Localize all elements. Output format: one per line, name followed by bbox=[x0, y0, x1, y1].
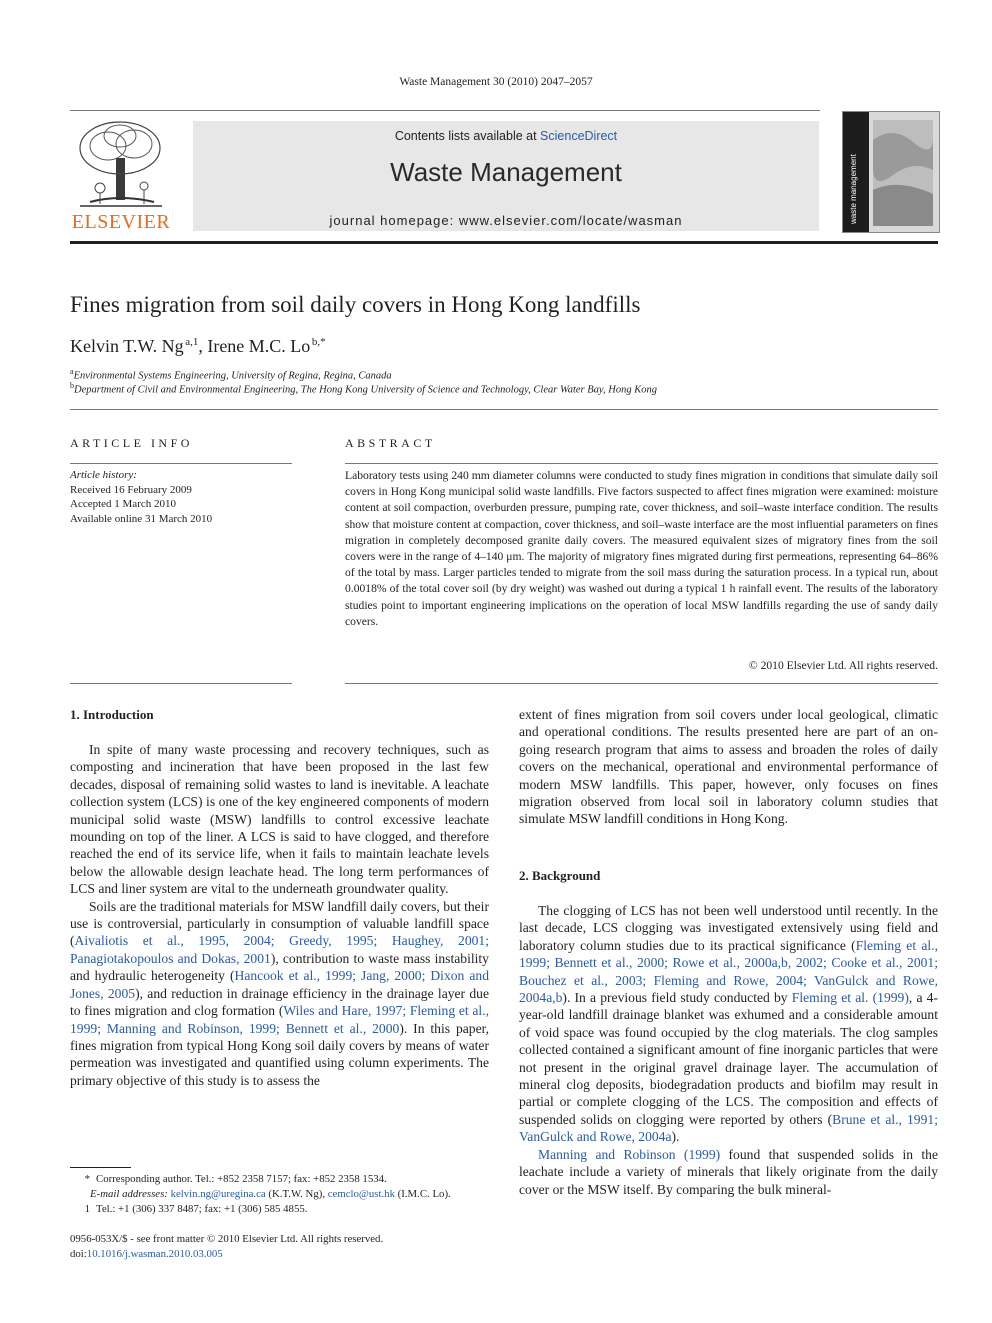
citation-link[interactable]: Brune et al., 1991; VanGulck and Rowe, 2004a bbox=[519, 1111, 938, 1145]
elsevier-tree-icon bbox=[70, 118, 172, 210]
doi-line bbox=[70, 1247, 383, 1262]
elsevier-logo bbox=[70, 118, 172, 234]
text-run: ). In a previous field study conducted by bbox=[562, 990, 792, 1006]
text-run: Soils are the traditional materials for MSW landfill daily covers, but their use is controversial, particularly in consumption of valuable landfill space ( bbox=[70, 898, 489, 949]
author-name[interactable]: Irene M.C. Lo bbox=[207, 336, 311, 356]
author-separator: , bbox=[198, 336, 208, 356]
text-run: ), and reduction in drainage efficiency in the drainage layer due to fines migration and clog formation ( bbox=[70, 985, 489, 1019]
text-run: , a 4-year-old landfill drainage blanket was exhumed and a considerable amount of void space was found occupied by the clog materials. The clog samples collected contained a significant amount of fine inorganic particles that were not present in the original gravel drainage layer. The accumulation of mineral clog deposits, biodegradation products and biofilm may result in partial or complete clogging of the LCS. The composition and effects of suspended solids on clogging were reported by others ( bbox=[519, 990, 938, 1127]
sciencedirect-link[interactable]: ScienceDirect bbox=[540, 129, 618, 143]
abstract-heading: ABSTRACT bbox=[345, 436, 436, 450]
author-superscript: b,* bbox=[311, 336, 326, 348]
article-info-rule bbox=[70, 463, 292, 464]
footnote-text: Corresponding author. Tel.: +852 2358 7157; fax: +852 2358 1534. bbox=[96, 1173, 387, 1185]
doi-link[interactable]: 10.1016/j.wasman.2010.03.005 bbox=[86, 1247, 223, 1260]
author-superscript: a,1 bbox=[185, 336, 199, 348]
author-list bbox=[70, 336, 326, 357]
footnotes bbox=[70, 1172, 451, 1216]
email-link[interactable]: kelvin.ng@uregina.ca bbox=[170, 1187, 266, 1200]
header-rule bbox=[70, 110, 820, 111]
cover-image bbox=[873, 120, 933, 226]
affiliation bbox=[70, 367, 392, 382]
article-history bbox=[70, 468, 212, 526]
abstract-rule bbox=[345, 463, 938, 464]
publication-info bbox=[70, 1232, 383, 1261]
text-run: The clogging of LCS has not been well understood until recently. In the last decade, LCS clogging was investigated extensively using field and laboratory column studies due to its practical significance ( bbox=[519, 903, 938, 953]
journal-reference: Waste Management 30 (2010) 2047–2057 bbox=[399, 76, 593, 88]
journal-cover-thumbnail bbox=[842, 111, 940, 233]
online-date: Available online 31 March 2010 bbox=[70, 512, 213, 525]
accepted-date: Accepted 1 March 2010 bbox=[70, 498, 176, 510]
abstract-bottom-rule bbox=[345, 683, 938, 684]
section-heading-background: 2. Background bbox=[519, 868, 601, 883]
cover-title: waste management bbox=[849, 154, 858, 224]
paragraph bbox=[519, 902, 938, 1146]
history-label: Article history: bbox=[70, 469, 137, 481]
email-link[interactable]: cemclo@ust.hk bbox=[327, 1187, 395, 1200]
journal-masthead bbox=[193, 121, 819, 231]
section-heading-introduction: 1. Introduction bbox=[70, 707, 154, 722]
email-note bbox=[70, 1187, 451, 1202]
introduction-body bbox=[70, 741, 489, 1089]
author-name[interactable]: Kelvin T.W. Ng bbox=[70, 336, 184, 356]
citation-link[interactable]: Fleming et al. (1999) bbox=[791, 990, 909, 1006]
paragraph bbox=[519, 1146, 938, 1198]
footnote-text: Tel.: +1 (306) 337 8487; fax: +1 (306) 585 4855. bbox=[96, 1202, 308, 1215]
affiliation-text: Department of Civil and Environmental Engineering, The Hong Kong University of Science and Technology, Clear Water Bay, Hong Kong bbox=[74, 384, 657, 396]
introduction-continued bbox=[519, 706, 938, 828]
journal-homepage[interactable]: journal homepage: www.elsevier.com/locate/wasman bbox=[329, 213, 683, 228]
email-label: E-mail addresses: bbox=[90, 1187, 168, 1200]
citation-link[interactable]: Aivaliotis et al., 1995, 2004; Greedy, 1995; Haughey, 2001; Panagiotakopoulos and Dokas, 2001 bbox=[70, 933, 489, 966]
citation-link[interactable]: Fleming et al., 1999; Bennett et al., 2000; Rowe et al., 2000a,b, 2002; Cooke et al., 2001; Bouchez et al., 2003; Fleming and Rowe, 2004; VanGulck and Rowe, 2004a,b bbox=[519, 937, 939, 1006]
masthead-rule bbox=[70, 241, 938, 244]
contents-prefix: Contents lists available at bbox=[394, 129, 541, 143]
title-rule bbox=[70, 409, 938, 410]
article-info-heading: ARTICLE INFO bbox=[70, 436, 193, 450]
footnote-1: 1 Tel.: +1 (306) 337 8487; fax: +1 (306) 585 4855. bbox=[84, 1202, 308, 1215]
text-run: ), contribution to waste mass instability and hydraulic heterogeneity ( bbox=[70, 950, 489, 984]
affiliation bbox=[70, 381, 657, 396]
citation-link[interactable]: Hancook et al., 1999; Jang, 2000; Dixon and Jones, 2005 bbox=[70, 968, 489, 1001]
doi-label: doi: bbox=[70, 1247, 87, 1260]
issn-line: 0956-053X/$ - see front matter © 2010 Elsevier Ltd. All rights reserved. bbox=[70, 1233, 384, 1245]
email-owner: (I.M.C. Lo). bbox=[394, 1187, 451, 1200]
article-title: Fines migration from soil daily covers in Hong Kong landfills bbox=[70, 292, 641, 317]
text-run: found that suspended solids in the leachate include a variety of minerals that likely originate from the daily cover or the MSW itself. By comparing the bulk mineral- bbox=[519, 1146, 938, 1197]
affiliation-text: Environmental Systems Engineering, University of Regina, Regina, Canada bbox=[73, 370, 392, 382]
text-run: ). In this paper, fines migration from typical Hong Kong soil daily covers by means of water permeation was investigated and quantified using column experiments. The primary objective of this study is to assess the bbox=[70, 1020, 489, 1088]
abstract-copyright: © 2010 Elsevier Ltd. All rights reserved. bbox=[748, 659, 938, 672]
background-body bbox=[519, 902, 938, 1198]
text-run: ). bbox=[671, 1129, 680, 1145]
footnote-rule bbox=[70, 1167, 131, 1168]
corresponding-author-note: * Corresponding author. Tel.: +852 2358 7157; fax: +852 2358 1534. bbox=[84, 1173, 387, 1185]
journal-title: Waste Management bbox=[390, 157, 622, 187]
elsevier-wordmark: ELSEVIER bbox=[71, 211, 171, 233]
email-owner: (K.T.W. Ng), bbox=[265, 1187, 328, 1200]
received-date: Received 16 February 2009 bbox=[70, 483, 192, 496]
paragraph bbox=[70, 898, 489, 1089]
citation-link[interactable]: Wiles and Hare, 1997; Fleming et al., 1999; Manning and Robinson, 1999; Bennett et al., 2000 bbox=[70, 1003, 489, 1036]
affiliation-marker: a bbox=[70, 367, 74, 376]
paragraph: extent of fines migration from soil covers under local geological, climatic and operational conditions. The results presented here are part of an on-going research program that aims to assess and broaden the roles of daily covers on the mechanical, operational and environmental performance of modern MSW landfills. This paper, however, only focuses on fines migration observed from local soil in laboratory column studies that simulate MSW landfill conditions in Hong Kong. bbox=[519, 707, 938, 827]
contents-line bbox=[193, 129, 819, 143]
paragraph: In spite of many waste processing and recovery techniques, such as composting and incineration that have been proposed in the last few decades, disposal of remaining solid wastes to land is inevitable. A leachate collection system (LCS) is one of the key engineered components of modern municipal solid waste (MSW) landfills to control excessive leachate mounding on top of the liner. A LCS is said to have clogged, and therefore reached the end of its service life, when it fails to maintain leachate levels below the allowable design leachate head. The long term performances of LCS and liner system are vital to the underneath groundwater quality. bbox=[70, 742, 489, 897]
article-info-bottom-rule bbox=[70, 683, 292, 684]
abstract-text: Laboratory tests using 240 mm diameter columns were conducted to study fines migration in conditions that simulate daily soil covers in Hong Kong municipal solid waste landfills. Five factors suspected to affect fines migration were examined: moisture content at soil compaction, overburden pressure, pumping rate, cover thickness, and soil–waste interface condition. The results show that moisture content at compaction, cover thickness, and soil–waste interface are the most influential parameters on fines migration in completely decomposed granite daily covers. The measured equivalent sizes of migratory fines from the soil covers were in the range of 4–140 μm. The majority of migratory fines migrated during first permeations, representing 64–86% of the total by mass. Larger particles tended to migrate from the soil mass during the saturation process. In a typical run, about 0.0018% of the total cover soil (by dry weight) was washed out during a typical 1 h rainfall event. The results of the laboratory studies point to important engineering implications on the operation of local MSW landfills regarding the use of sandy daily covers. bbox=[345, 469, 938, 628]
citation-link[interactable]: Manning and Robinson (1999) bbox=[538, 1146, 721, 1162]
affiliation-marker: b bbox=[70, 381, 74, 390]
